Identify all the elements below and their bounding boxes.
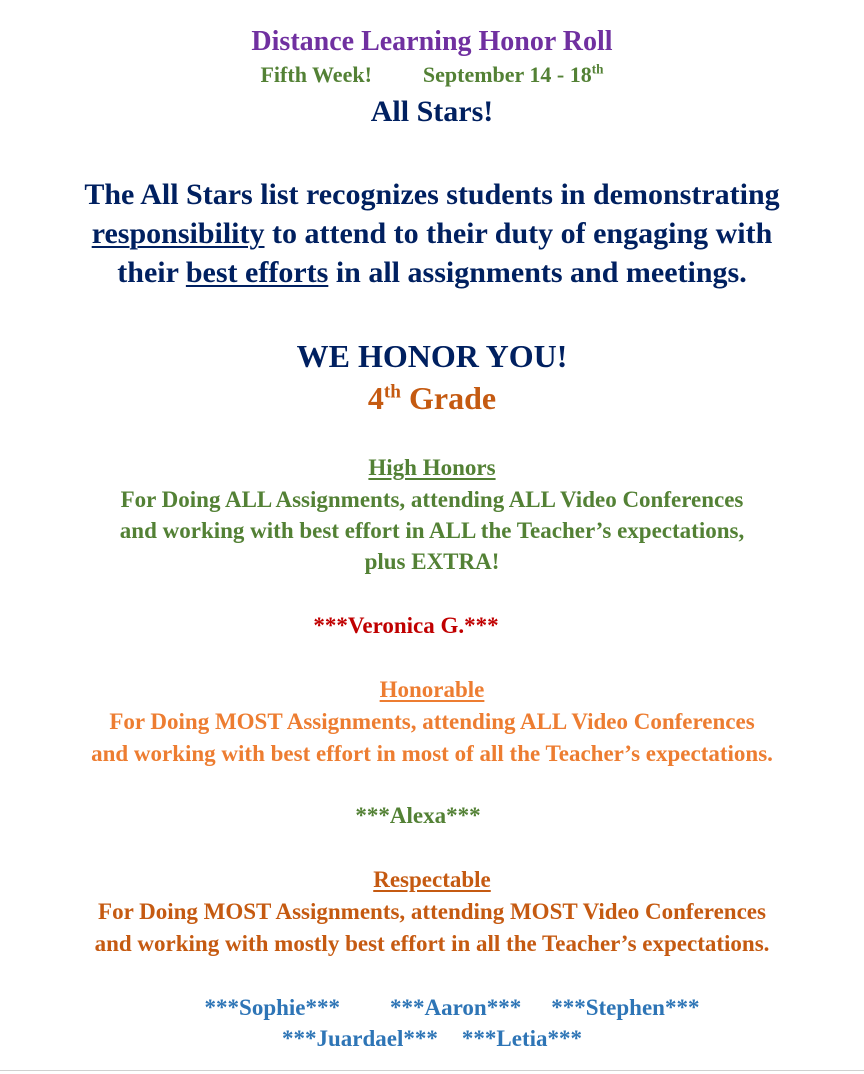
- honorable-desc-1: For Doing MOST Assignments, attending ALL Video Conferences: [109, 709, 755, 734]
- high-honors-desc-3: plus EXTRA!: [364, 549, 500, 574]
- grade-heading: 4th Grade: [367, 380, 497, 416]
- honorable-desc-2: and working with best effort in most of all the Teacher’s expectations.: [91, 741, 773, 766]
- student-name: ***Sophie***: [204, 995, 341, 1020]
- week-date-line: [0, 61, 864, 87]
- intro-line-1: The All Stars list recognizes students in demonstrating: [84, 178, 780, 211]
- respectable-students-row-2: [0, 1027, 864, 1050]
- respectable-desc-2: and working with mostly best effort in all the Teacher’s expectations.: [94, 931, 770, 956]
- high-honors-desc-1: For Doing ALL Assignments, attending ALL Video Conferences: [120, 487, 744, 512]
- document-title: [0, 28, 864, 56]
- we-honor-you-heading: WE HONOR YOU!: [296, 338, 568, 374]
- subtitle-all-stars: [0, 97, 864, 127]
- page-bottom-rule: [0, 1070, 864, 1071]
- week-label: Fifth Week!: [260, 62, 372, 87]
- date-range: September 14 - 18th: [422, 61, 604, 87]
- title-text: Distance Learning Honor Roll: [251, 26, 613, 57]
- honorable-title: Honorable: [379, 677, 485, 702]
- student-name: ***Aaron***: [390, 995, 522, 1020]
- responsibility-emphasis: responsibility: [91, 217, 265, 250]
- intro-line-3: their best efforts in all assignments and meetings.: [117, 256, 747, 289]
- student-name: ***Juardael***: [282, 1026, 438, 1051]
- respectable-desc-1: For Doing MOST Assignments, attending MOST Video Conferences: [98, 899, 766, 924]
- respectable-students-row-1: [20, 996, 864, 1019]
- student-name: ***Letia***: [461, 1026, 582, 1051]
- intro-line-2: responsibility to attend to their duty of engaging with: [91, 217, 773, 250]
- best-efforts-emphasis: best efforts: [185, 256, 329, 289]
- subtitle-text: All Stars!: [370, 95, 494, 128]
- honorable-student: ***Alexa***: [355, 803, 481, 828]
- high-honors-student: ***Veronica G.***: [313, 613, 499, 638]
- high-honors-desc-2: and working with best effort in ALL the Teacher’s expectations,: [119, 518, 745, 543]
- student-name: ***Stephen***: [551, 995, 700, 1020]
- high-honors-title: High Honors: [368, 455, 496, 480]
- respectable-title: Respectable: [373, 867, 491, 892]
